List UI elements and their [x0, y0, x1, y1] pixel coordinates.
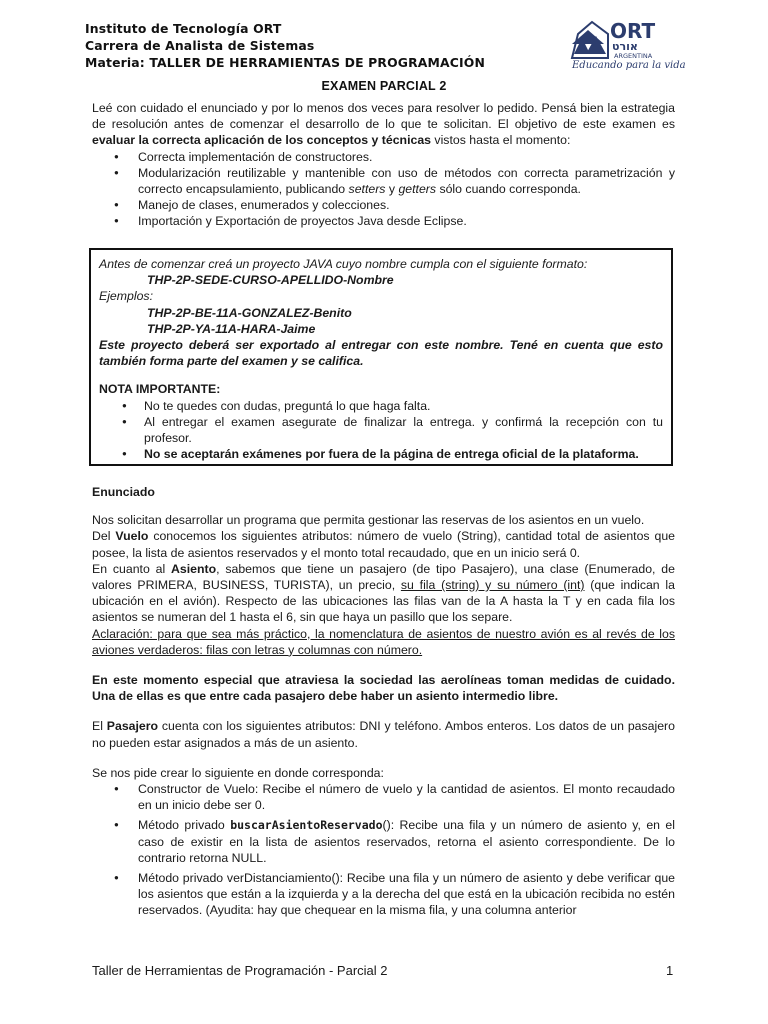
- box-intro: Antes de comenzar creá un proyecto JAVA cuyo nombre cumpla con el siguiente formato:: [99, 257, 588, 271]
- institute-name: Instituto de Tecnología ORT: [85, 21, 282, 36]
- example-name: THP-2P-BE-11A-GONZALEZ-Benito: [147, 305, 352, 320]
- enunciado-paragraph: Nos solicitan desarrollar un programa que permita gestionar las reservas de los asientos en un vuelo.: [92, 513, 645, 528]
- project-name-format: THP-2P-SEDE-CURSO-APELLIDO-Nombre: [147, 273, 394, 288]
- enunciado-paragraph: [92, 561, 675, 626]
- enunciado-paragraph: [92, 718, 675, 750]
- objective-item: ● Manejo de clases, enumerados y colecciones.: [92, 197, 675, 213]
- distancing-rule: En este momento especial que atraviesa la sociedad las aerolíneas toman medidas de cuidado. Una de ellas es que entre cada pasajero debe haber un asiento intermedio libre.: [92, 673, 675, 704]
- enunciado-paragraph: [92, 528, 675, 560]
- enunciado-section: [92, 484, 675, 923]
- examples-label: Ejemplos:: [99, 289, 153, 304]
- objective-item: [92, 165, 675, 197]
- aclaracion-note: Aclaración: para que sea más práctico, la nomenclatura de asientos de nuestro avión es al revés de los aviones verdaderos: filas con letras y columnas con número.: [92, 626, 675, 657]
- nota-item: ● Al entregar el examen asegurate de finalizar la entrega. y confirmá la recepción con tu profesor.: [99, 414, 663, 446]
- example-name: THP-2P-YA-11A-HARA-Jaime: [147, 321, 316, 336]
- term-asiento: Asiento: [171, 561, 217, 576]
- ort-logo: [568, 14, 696, 78]
- intro-text: Leé con cuidado el enunciado y por lo menos dos veces para resolver lo pedido. Pensá bien la estrategia de resolución antes de comenzar el desarrollo de lo que te solicitan. El objetivo de este examen es: [92, 101, 675, 132]
- page-number: 1: [666, 963, 674, 978]
- requirement-item: ● Método privado verDistanciamiento(): Recibe una fila y un número de asiento y debe verificar que los asientos que están a la izquierda y a la derecha del que está en la ubicación recibida no estén reservados. (Ayudita: hay que chequear en la misma fila, y una columna anterior: [92, 870, 675, 919]
- export-note: Este proyecto deberá ser exportado al entregar con este nombre. Tené en cuenta que esto también forma parte del examen y se califica.: [99, 338, 663, 369]
- term-vuelo: Vuelo: [115, 529, 149, 544]
- objective-text: Modularización reutilizable y mantenible con uso de métodos con correcta parametrización y correcto encapsulamiento, publicando: [138, 165, 675, 197]
- requirement-item: [92, 817, 675, 866]
- requirement-text: Método privado: [138, 818, 231, 833]
- setters-term: setters: [348, 182, 386, 197]
- intro-section: [92, 100, 675, 230]
- nota-list: [99, 398, 663, 463]
- footer-title: Taller de Herramientas de Programación - Parcial 2: [92, 963, 388, 978]
- paragraph-text: cuenta con los siguientes atributos: DNI y teléfono. Ambos enteros. Los datos de un pasajero no pueden estar asignados a más de un asiento.: [92, 719, 675, 750]
- logo-country-text: ARGENTINA: [614, 52, 653, 60]
- subject-label: Materia:: [85, 55, 145, 70]
- ort-logo-mark: [568, 14, 696, 62]
- career-name: Carrera de Analista de Sistemas: [85, 38, 315, 53]
- subject-name: TALLER DE HERRAMIENTAS DE PROGRAMACIÓN: [149, 55, 485, 70]
- term-pasajero: Pasajero: [106, 719, 159, 734]
- objective-text-end: sólo cuando corresponda.: [436, 182, 581, 197]
- objectives-list: [92, 149, 675, 230]
- paragraph-text: El: [92, 719, 107, 734]
- paragraph-text: En cuanto al: [92, 561, 172, 576]
- enunciado-title: Enunciado: [92, 485, 155, 499]
- nota-importante-title: NOTA IMPORTANTE:: [99, 382, 221, 397]
- logo-tagline: Educando para la vida: [572, 60, 686, 71]
- document-header: [85, 20, 485, 71]
- objective-item: ● Importación y Exportación de proyectos Java desde Eclipse.: [92, 213, 675, 229]
- objective-item: ● Correcta implementación de constructores.: [92, 149, 675, 165]
- getters-term: getters: [398, 182, 437, 197]
- requirement-item: ● Constructor de Vuelo: Recibe el número de vuelo y la cantidad de asientos. El monto recaudado en un inicio debe ser 0.: [92, 781, 675, 813]
- requirements-list: [92, 781, 675, 919]
- nota-item: ● No te quedes con dudas, preguntá lo que haga falta.: [99, 398, 663, 414]
- subject-line: [85, 54, 485, 71]
- paragraph-text: conocemos los siguientes atributos: número de vuelo (String), cantidad total de asientos que posee, la lista de asientos reservados y el monto total recaudado, que en un inicio será 0.: [92, 529, 676, 560]
- requirements-intro: Se nos pide crear lo siguiente en donde corresponda:: [92, 765, 384, 780]
- paragraph-text: Del: [92, 529, 116, 544]
- conjunction: y: [385, 182, 399, 197]
- paragraph-text: (que indican la ubicación en el avión). Respecto de las ubicaciones las filas van de la A hasta la T y en cada fila los asientos se numeran del 1 hasta el 6, sin que haya un pasillo que los separe.: [92, 578, 675, 625]
- logo-ort-text: ORT: [610, 19, 656, 43]
- intro-text-end: vistos hasta el momento:: [431, 133, 571, 148]
- instructions-box: [89, 248, 673, 466]
- method-name-code: buscarAsientoReservado: [230, 818, 383, 833]
- intro-bold-text: evaluar la correcta aplicación de los conceptos y técnicas: [92, 133, 431, 148]
- logo-hebrew-text: אורט: [612, 40, 638, 53]
- exam-title: EXAMEN PARCIAL 2: [321, 79, 447, 93]
- intro-paragraph: [92, 100, 675, 149]
- underlined-text: su fila (string) y su número (int): [400, 578, 585, 593]
- nota-item: ● No se aceptarán exámenes por fuera de la página de entrega oficial de la plataforma.: [99, 446, 663, 462]
- paragraph-text: , sabemos que tiene un pasajero (de tipo Pasajero), una clase (Enumerado, de valores PRIMERA, BUSINESS, TURISTA), un precio,: [92, 561, 675, 593]
- requirement-text: (): Recibe una fila y un número de asiento y, en el caso de existir en la lista de asientos reservados, retorna el asiento correspondiente. De lo contrario retorna NULL.: [138, 818, 675, 865]
